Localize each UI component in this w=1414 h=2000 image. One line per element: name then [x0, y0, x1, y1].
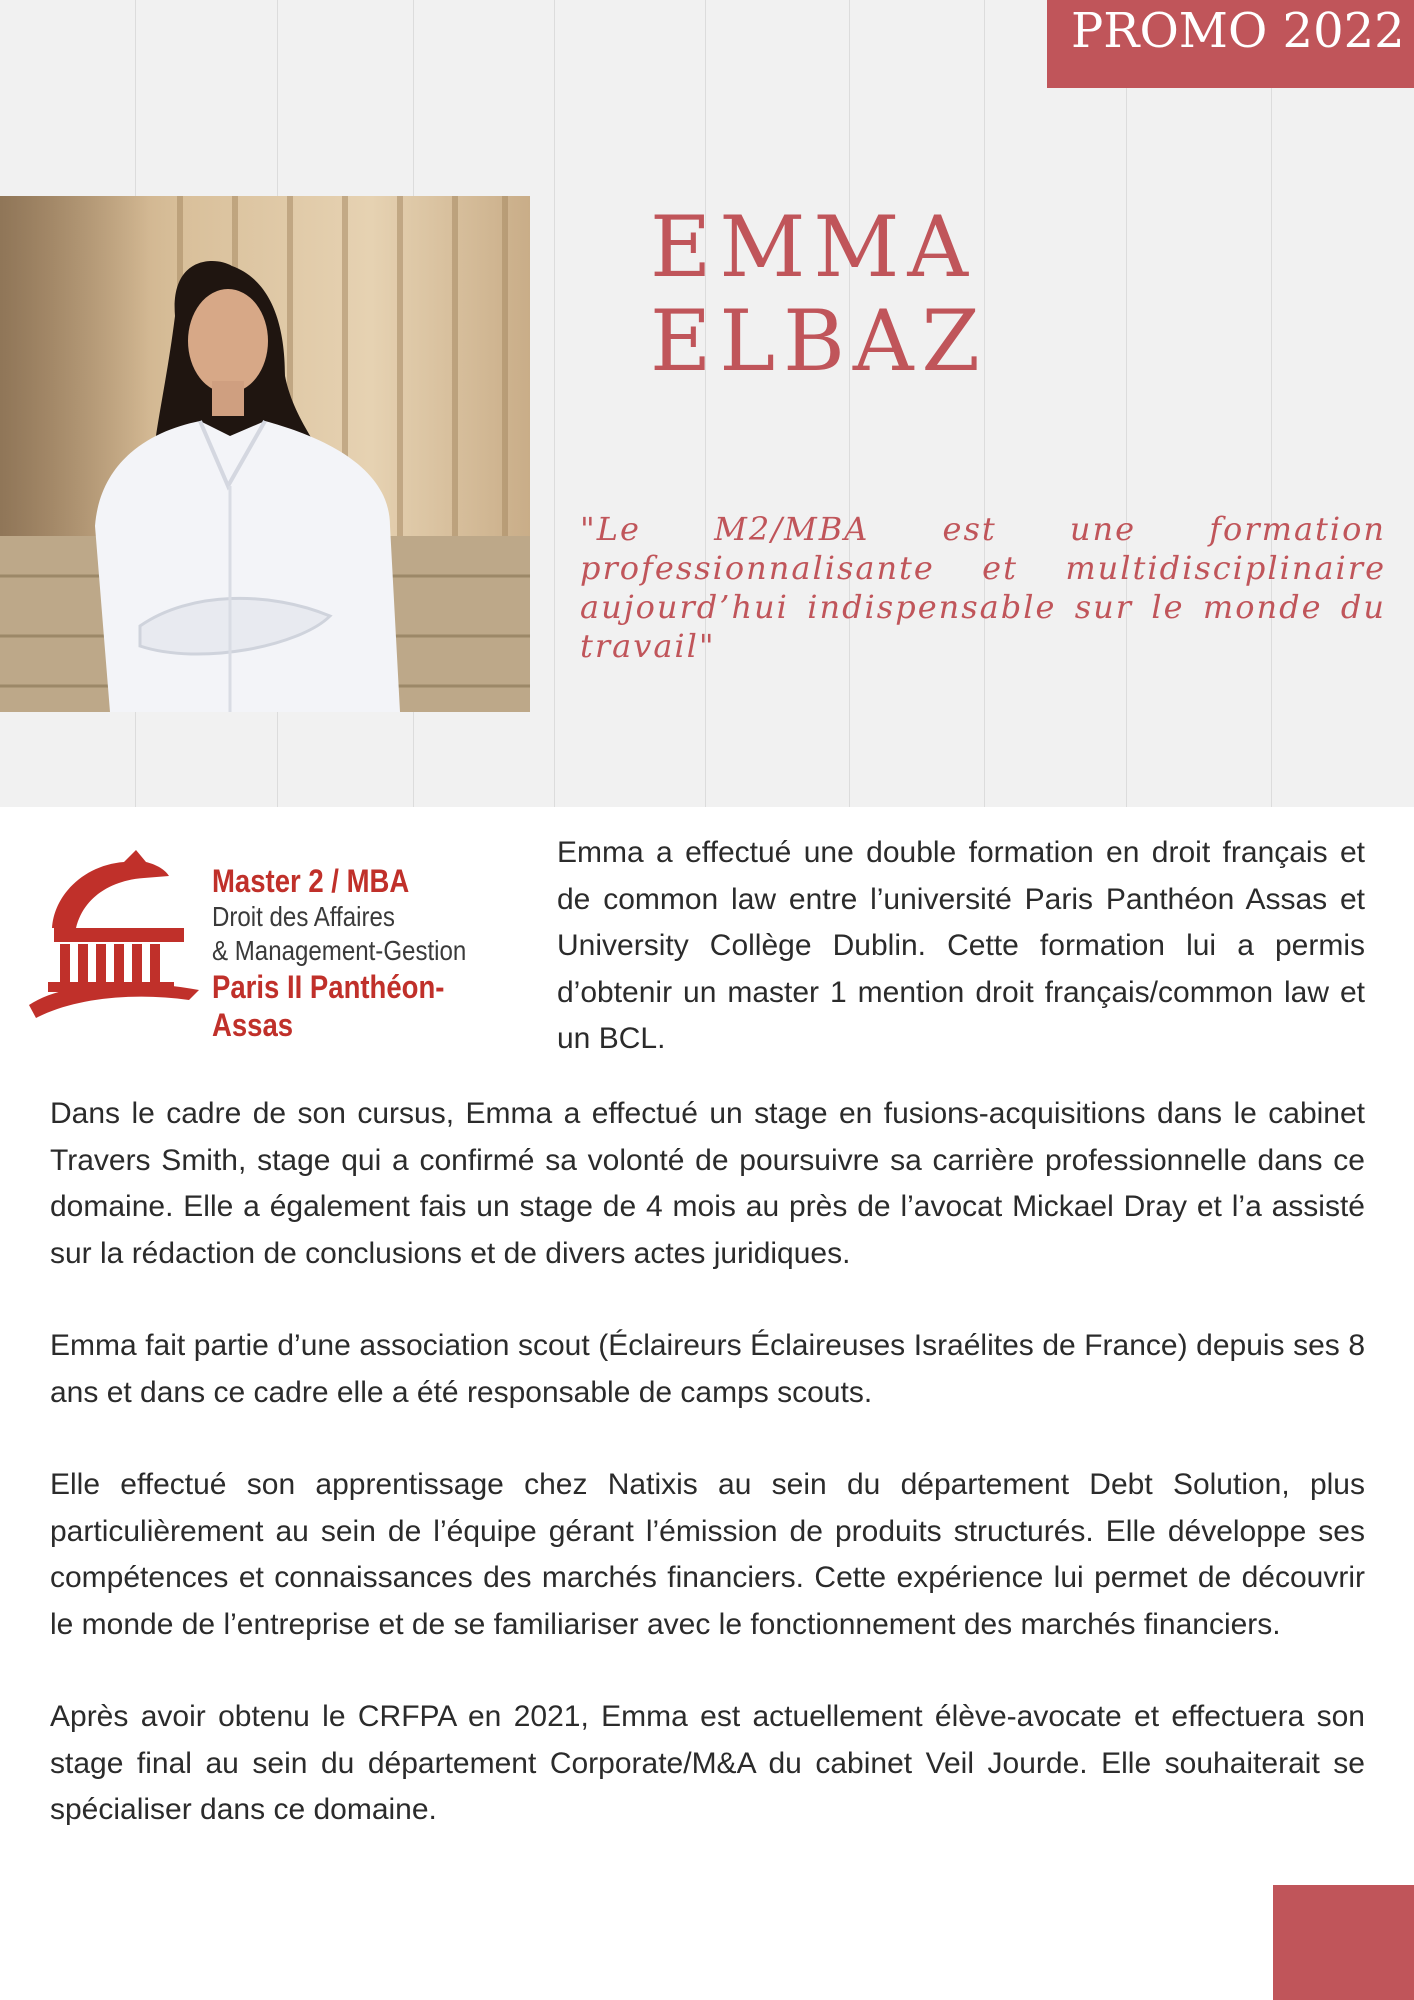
promo-badge: PROMO 2022 — [1047, 0, 1414, 88]
divider-line — [554, 0, 555, 807]
corner-decoration — [1273, 1885, 1414, 2000]
divider-line — [984, 0, 985, 807]
logo-line-3: & Management-Gestion — [212, 935, 467, 966]
bio-paragraph: Elle effectué son apprentissage chez Natixis au sein du département Debt Solution, plus particulièrement au sein de l’équipe gérant l’émission de produits structurés. Elle développe ses compétences et connaissances des marchés financiers. Cette expérience lui permet de découvrir le monde de l’entreprise et de se familiariser avec le fonctionnement des marchés financiers. — [50, 1468, 1365, 1641]
pantheon-icon — [24, 840, 204, 1020]
testimonial-quote: "Le M2/MBA est une formation professionnalisante et multidisciplinaire aujourd’hui indispensable sur le monde du travail" — [580, 510, 1386, 665]
bio-paragraph: Après avoir obtenu le CRFPA en 2021, Emma est actuellement élève-avocate et effectuera son stage final au sein du département Corporate/M&A du cabinet Veil Jourde. Elle souhaiterait se spécialiser dans ce domaine. — [50, 1700, 1365, 1826]
divider-line — [1126, 0, 1127, 807]
program-logo — [24, 840, 524, 1043]
divider-line — [849, 0, 850, 807]
logo-line-4: Paris II Panthéon-Assas — [212, 969, 445, 1043]
last-name: ELBAZ — [650, 292, 988, 390]
logo-line-2: Droit des Affaires — [212, 901, 395, 932]
divider-line — [705, 0, 706, 807]
logo-line-1: Master 2 / MBA — [212, 863, 410, 899]
divider-line — [1271, 0, 1272, 807]
bio-paragraph: Dans le cadre de son cursus, Emma a effectué un stage en fusions-acquisitions dans le cabinet Travers Smith, stage qui a confirmé sa volonté de poursuivre sa carrière professionnelle dans ce domaine. Elle a également fais un stage de 4 mois au près de l’avocat Mickael Dray et l’a assisté sur la rédaction de conclusions et de divers actes juridiques. — [50, 1097, 1365, 1270]
logo-text — [212, 862, 487, 1044]
bio-paragraphs — [50, 1091, 1365, 1880]
profile-photo — [0, 196, 530, 712]
bio-paragraph: Emma fait partie d’une association scout (Éclaireurs Éclaireuses Israélites de France) depuis ses 8 ans et dans ce cadre elle a été responsable de camps scouts. — [50, 1329, 1365, 1409]
first-name: EMMA — [650, 198, 976, 296]
bio-intro: Emma a effectué une double formation en droit français et de common law entre l’université Paris Panthéon Assas et University Collège Dublin. Cette formation lui a permis d’obtenir un master 1 mention droit français/common law et un BCL. — [557, 836, 1365, 1055]
person-name — [650, 200, 988, 388]
